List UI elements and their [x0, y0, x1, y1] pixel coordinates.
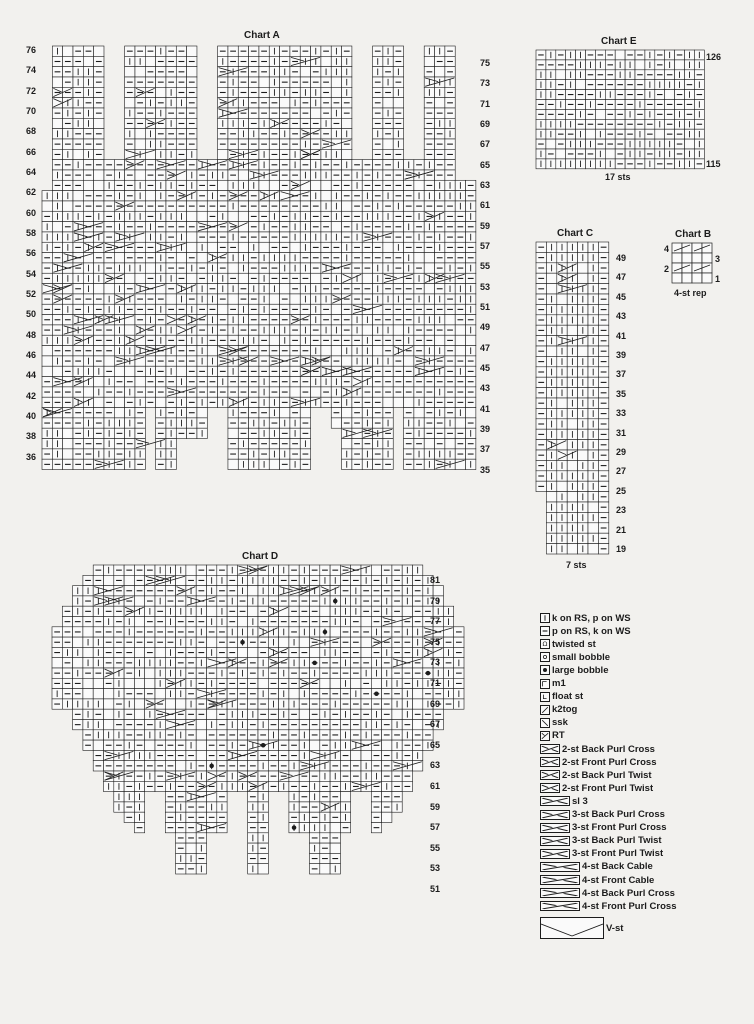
chart-e-row-number: 126	[706, 52, 722, 62]
legend-label: 4-st Front Purl Cross	[582, 900, 677, 912]
legend-label: 4-st Back Cable	[582, 861, 653, 873]
legend-item	[540, 809, 665, 821]
legend-item	[540, 795, 588, 807]
legend-item	[540, 743, 655, 755]
row-number: 65	[430, 739, 441, 750]
row-number: 33	[616, 408, 627, 419]
legend-item	[540, 730, 565, 742]
legend-label: RT	[552, 730, 565, 742]
row-number: 51	[480, 301, 491, 312]
legend-label: p on RS, k on WS	[552, 625, 631, 637]
chart-e-stitch-grid	[536, 50, 704, 168]
cross3-icon	[540, 810, 570, 820]
row-number: 41	[616, 330, 627, 341]
cable4-icon	[540, 862, 580, 872]
cross4-icon	[540, 888, 580, 898]
row-number: 66	[25, 146, 36, 157]
legend-item	[540, 651, 610, 663]
row-number: 71	[430, 678, 441, 688]
legend-label: 2-st Front Purl Twist	[562, 782, 654, 794]
chart-b-repeat-note: 4-st rep	[674, 288, 707, 298]
row-number: 68	[25, 126, 36, 137]
row-number: 61	[430, 781, 441, 791]
row-number: 27	[616, 466, 627, 477]
row-number: 75	[480, 58, 491, 68]
row-number: 35	[616, 388, 627, 399]
legend-label: large bobble	[552, 664, 609, 676]
row-number: 37	[480, 444, 491, 455]
row-number: 45	[480, 362, 491, 373]
row-number: 37	[616, 369, 627, 380]
legend-item	[540, 664, 608, 676]
legend-item	[540, 625, 631, 637]
twist2-icon	[540, 770, 560, 780]
legend-item	[540, 874, 654, 886]
chart-d-stitch-grid	[52, 565, 464, 880]
legend-label: 3-st Back Purl Cross	[572, 809, 665, 820]
legend-label: 4-st Back Purl Cross	[582, 887, 675, 899]
cross3-icon	[540, 823, 570, 833]
row-number: 60	[25, 207, 36, 218]
legend-label: 3-st Front Purl Twist	[572, 848, 664, 860]
row-number: 41	[480, 403, 491, 414]
legend-item	[540, 678, 566, 690]
row-number: 55	[430, 842, 441, 853]
chart-d-title: Chart D	[242, 551, 279, 562]
legend-label: 2-st Back Purl Cross	[562, 743, 655, 755]
legend-item	[540, 835, 662, 847]
sl3-icon	[540, 796, 570, 806]
row-number: 35	[480, 464, 491, 475]
stitch-cells	[42, 46, 476, 470]
ssk-icon	[540, 718, 550, 728]
legend-item	[540, 900, 677, 912]
legend-item	[540, 861, 653, 873]
row-number: 59	[430, 801, 441, 812]
large-bobble-icon	[540, 665, 550, 675]
row-number: 79	[430, 595, 441, 606]
twist3-icon	[540, 836, 570, 846]
row-number: 75	[430, 636, 441, 647]
row-number: 21	[616, 524, 627, 535]
row-number: 25	[616, 485, 627, 496]
row-number: 29	[616, 447, 627, 457]
row-number: 69	[430, 698, 441, 709]
chart-e-title: Chart E	[601, 36, 637, 47]
chart-c-stitch-grid	[536, 242, 614, 558]
legend-item	[540, 917, 623, 939]
legend-item	[540, 756, 657, 768]
row-number: 45	[616, 291, 627, 302]
m1-icon	[540, 679, 550, 689]
legend-item	[540, 638, 596, 650]
row-number: 43	[480, 383, 491, 394]
row-number: 72	[25, 85, 36, 96]
row-number: 39	[480, 423, 491, 434]
legend-item	[540, 822, 667, 834]
legend-label: k2tog	[552, 704, 578, 716]
rt-icon	[540, 731, 550, 741]
row-number: 73	[430, 657, 441, 668]
legend-label: twisted st	[552, 638, 596, 650]
row-number: 49	[616, 253, 627, 263]
legend-label: 3-st Front Purl Cross	[572, 822, 667, 834]
row-number: 50	[25, 309, 36, 320]
legend-label: k on RS, p on WS	[552, 612, 631, 624]
chart-c-title: Chart C	[557, 228, 594, 239]
row-number: 47	[616, 272, 627, 283]
row-number: 81	[430, 575, 441, 585]
twist2-icon	[540, 783, 560, 793]
row-number: 57	[430, 822, 441, 833]
vst-icon	[540, 917, 604, 939]
row-number: 64	[25, 166, 36, 177]
row-number: 23	[616, 505, 627, 516]
row-number: 54	[25, 268, 36, 279]
small-bobble-icon	[540, 652, 550, 662]
row-number: 62	[25, 187, 36, 198]
twist3-icon	[540, 849, 570, 859]
chart-c-width-note: 7 sts	[566, 560, 587, 570]
row-number: 49	[480, 322, 491, 333]
legend-label: 3-st Back Purl Twist	[572, 835, 662, 847]
row-number: 56	[25, 248, 36, 259]
row-number: 48	[25, 329, 36, 340]
row-number: 74	[25, 65, 36, 76]
row-number: 67	[430, 719, 441, 730]
k2tog-icon	[540, 705, 550, 715]
row-number: 61	[480, 200, 491, 211]
row-number: 71	[480, 98, 491, 109]
row-number: 76	[25, 45, 36, 55]
row-number: 55	[480, 261, 491, 272]
twisted-icon	[540, 639, 550, 649]
chart-e-row-number: 115	[706, 159, 721, 169]
legend-label: m1	[552, 678, 566, 689]
legend-label: 4-st Front Cable	[582, 874, 655, 886]
chart-a-stitch-grid	[42, 46, 476, 462]
chart-b-row-number: 4	[664, 244, 670, 254]
legend-item	[540, 704, 577, 716]
row-number: 38	[25, 431, 36, 442]
chart-b-row-number: 2	[664, 264, 670, 274]
chart-b-grid	[672, 243, 712, 283]
row-number: 53	[430, 863, 441, 874]
row-number: 40	[25, 410, 36, 421]
row-number: 52	[25, 288, 36, 299]
row-number: 31	[616, 427, 627, 438]
legend-item	[540, 612, 631, 624]
chart-c-grid	[536, 242, 614, 558]
row-number: 39	[616, 350, 627, 360]
cable4-icon	[540, 875, 580, 885]
chart-b-row-number: 3	[715, 254, 721, 264]
chart-b-row-number: 1	[715, 274, 721, 284]
stitch-cells	[52, 565, 464, 874]
stitch-cells	[536, 50, 704, 169]
row-number: 53	[480, 281, 491, 292]
row-number: 73	[480, 78, 491, 89]
vertical-bar-icon	[540, 613, 550, 623]
legend-label: 2-st Front Purl Cross	[562, 756, 657, 768]
row-number: 65	[480, 159, 491, 170]
legend-label: small bobble	[552, 651, 611, 663]
row-number: 63	[430, 760, 441, 771]
legend-item	[540, 887, 675, 899]
row-number: 19	[616, 544, 627, 554]
row-number: 43	[616, 311, 627, 322]
legend-label: 2-st Back Purl Twist	[562, 769, 652, 781]
legend-item	[540, 717, 568, 729]
legend-label: ssk	[552, 717, 568, 729]
chart-e-grid	[536, 50, 704, 168]
legend-item	[540, 769, 652, 781]
chart-a-title: Chart A	[244, 30, 280, 41]
row-number: 59	[480, 220, 491, 231]
row-number: 57	[480, 240, 491, 251]
legend-item	[540, 848, 663, 860]
legend-item	[540, 782, 653, 794]
row-number: 70	[25, 105, 36, 116]
cross2-icon	[540, 744, 560, 754]
chart-a-grid	[42, 46, 476, 462]
cross2-icon	[540, 757, 560, 767]
legend-label: float st	[552, 691, 584, 703]
float-icon	[540, 692, 550, 702]
dash-icon	[540, 626, 550, 636]
row-number: 63	[480, 179, 491, 190]
row-number: 36	[25, 451, 36, 462]
row-number: 67	[480, 139, 491, 150]
legend-item	[540, 691, 583, 703]
chart-b-stitch-grid	[672, 243, 712, 283]
legend-label: sl 3	[572, 795, 588, 807]
chart-d-grid	[52, 565, 464, 880]
row-number: 51	[430, 884, 441, 894]
row-number: 46	[25, 349, 36, 360]
cross4-icon	[540, 901, 580, 911]
chart-e-width-note: 17 sts	[605, 172, 631, 182]
row-number: 77	[430, 616, 441, 627]
row-number: 42	[25, 390, 36, 401]
legend-label: V-st	[606, 922, 624, 934]
row-number: 47	[480, 342, 491, 353]
row-number: 44	[25, 370, 36, 381]
row-number: 69	[480, 118, 491, 129]
chart-b-title: Chart B	[675, 229, 712, 240]
row-number: 58	[25, 227, 36, 238]
